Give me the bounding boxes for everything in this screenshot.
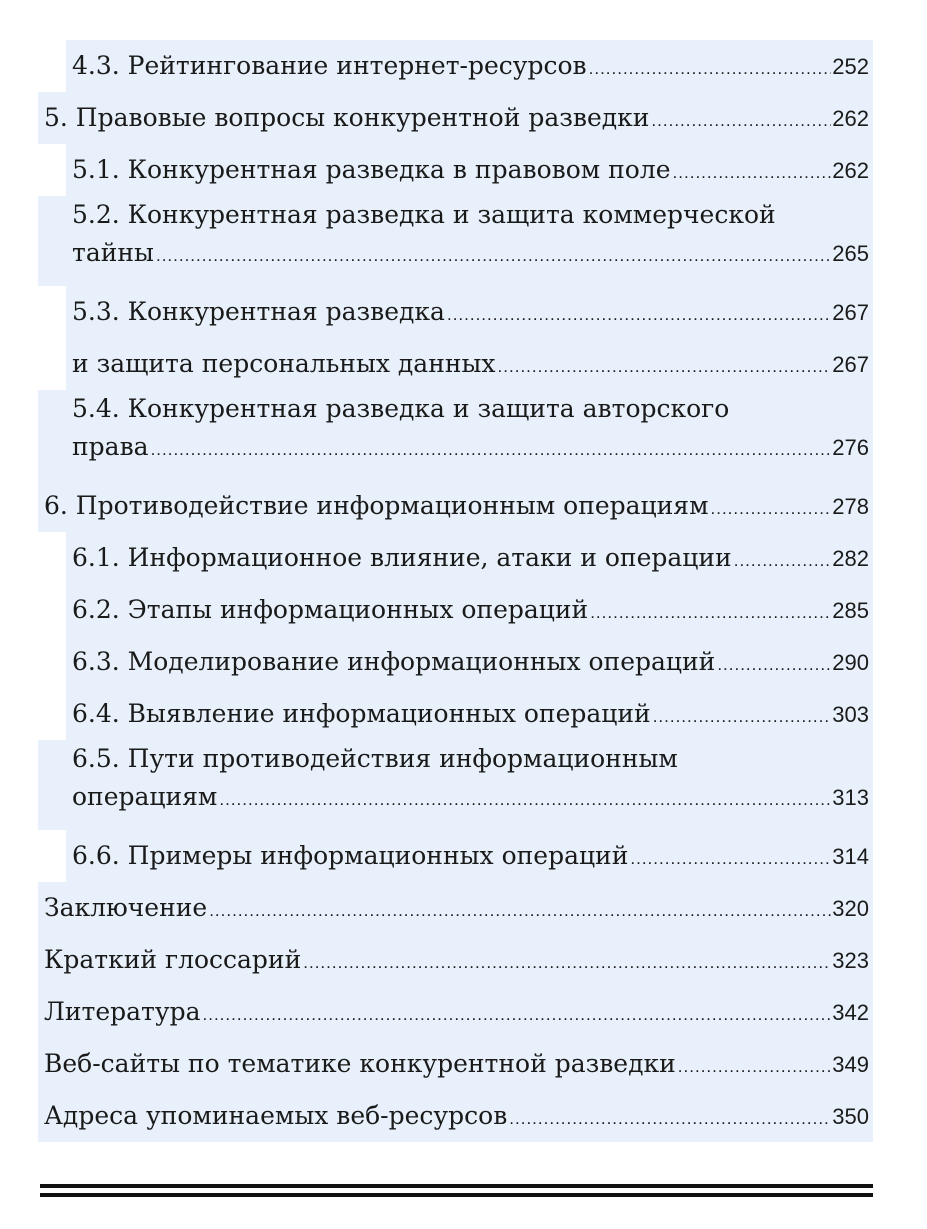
- dot-leader: [151, 431, 832, 469]
- toc-entry-page: 349: [832, 1052, 869, 1077]
- dot-leader: [711, 483, 832, 535]
- toc-entry-page: 262: [832, 106, 869, 131]
- toc-entry[interactable]: [38, 934, 873, 986]
- toc-entry[interactable]: [38, 584, 873, 636]
- toc-entry[interactable]: [38, 636, 873, 688]
- toc-entry-page: 265: [832, 241, 869, 266]
- toc-entry-title: 4.3. Рейтингование интернет-ресурсов: [72, 51, 587, 80]
- dot-leader: [651, 95, 831, 147]
- toc-entry-title: 6.2. Этапы информационных операций: [72, 595, 589, 624]
- toc-entry-page: 267: [832, 300, 869, 325]
- toc-entry-title: 5. Правовые вопросы конкурентной разведки: [44, 103, 650, 132]
- toc-entry-page: 320: [832, 896, 869, 921]
- toc-entry-title: 5.1. Конкурентная разведка в правовом поле: [72, 155, 671, 184]
- toc-entry-page: 282: [832, 546, 869, 571]
- toc-entry-page: 350: [832, 1104, 869, 1129]
- toc-entry-title: 6.6. Примеры информационных операций: [72, 841, 629, 870]
- dot-leader: [203, 989, 832, 1041]
- toc-entry[interactable]: [38, 740, 873, 830]
- toc-entry[interactable]: [38, 338, 873, 390]
- toc-entry-title: 6.3. Моделирование информационных операций: [72, 647, 716, 676]
- toc-entry-title: 6.1. Информационное влияние, атаки и операции: [72, 543, 732, 572]
- toc-entry-page: 303: [832, 702, 869, 727]
- toc-entry-page: 262: [832, 158, 869, 183]
- toc-entry-page: 267: [832, 352, 869, 377]
- toc-entry[interactable]: [38, 92, 873, 144]
- dot-leader: [734, 535, 832, 587]
- toc-entry-page: 290: [832, 650, 869, 675]
- toc-entry-title: операциям: [72, 782, 218, 811]
- dot-leader: [303, 937, 831, 989]
- toc-entry[interactable]: [38, 196, 873, 286]
- footer-double-rule: [40, 1184, 873, 1197]
- dot-leader: [219, 781, 831, 819]
- toc-entry-title: права: [72, 432, 149, 461]
- dot-leader: [156, 237, 831, 275]
- toc-entry[interactable]: [38, 830, 873, 882]
- dot-leader: [509, 1093, 831, 1145]
- toc-entry[interactable]: [38, 882, 873, 934]
- toc-entry-title: 6. Противодействие информационным операциям: [44, 491, 709, 520]
- dot-leader: [498, 341, 832, 393]
- toc-entry-title: 6.4. Выявление информационных операций: [72, 699, 651, 728]
- toc-entry[interactable]: [38, 480, 873, 532]
- dot-leader: [678, 1041, 831, 1093]
- toc-entry-page: 323: [832, 948, 869, 973]
- toc-entry-title: 5.3. Конкурентная разведка: [72, 297, 445, 326]
- toc-entry-title: Литература: [44, 997, 201, 1026]
- toc-entry[interactable]: [38, 688, 873, 740]
- toc-entry-page: 278: [832, 494, 869, 519]
- dot-leader: [209, 885, 831, 937]
- dot-leader: [589, 43, 832, 95]
- toc-entry-page: 313: [832, 785, 869, 810]
- toc-entry-title: тайны: [72, 238, 154, 267]
- dot-leader: [717, 639, 831, 691]
- toc-entry[interactable]: [38, 532, 873, 584]
- toc-entry[interactable]: [38, 286, 873, 338]
- toc-entry[interactable]: [38, 1038, 873, 1090]
- toc-entry-title-line: 5.4. Конкурентная разведка и защита авторского: [72, 394, 730, 423]
- dot-leader: [630, 833, 831, 885]
- toc-entry-title: Адреса упоминаемых веб-ресурсов: [44, 1101, 508, 1130]
- toc-entry-page: 314: [832, 844, 869, 869]
- toc-entry-page: 276: [832, 435, 869, 460]
- toc-entry-page: 285: [832, 598, 869, 623]
- dot-leader: [590, 587, 831, 639]
- toc-entry-title-line: 6.5. Пути противодействия информационным: [72, 744, 678, 773]
- dot-leader: [653, 691, 832, 743]
- toc-entry-page: 342: [832, 1000, 869, 1025]
- toc-entry[interactable]: [38, 40, 873, 92]
- toc-entry-title-line: 5.2. Конкурентная разведка и защита коммерческой: [72, 200, 776, 229]
- toc-entry[interactable]: [38, 1090, 873, 1142]
- table-of-contents: [38, 40, 873, 1142]
- toc-entry[interactable]: [38, 144, 873, 196]
- toc-entry-title: Краткий глоссарий: [44, 945, 302, 974]
- dot-leader: [673, 147, 832, 199]
- toc-entry-title: Заключение: [44, 893, 208, 922]
- dot-leader: [447, 289, 831, 341]
- toc-entry-page: 252: [832, 54, 869, 79]
- toc-entry-title: Веб-сайты по тематике конкурентной разведки: [44, 1049, 676, 1078]
- toc-entry[interactable]: [38, 986, 873, 1038]
- toc-entry[interactable]: [38, 390, 873, 480]
- toc-entry-title: и защита персональных данных: [72, 349, 496, 378]
